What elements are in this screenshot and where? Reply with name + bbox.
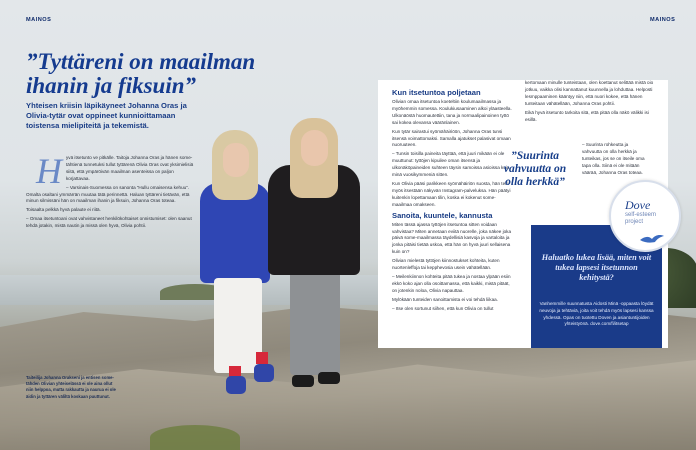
info-box-text: Vanhemmille suunnatusta Aidosti Minä -oppaasta löydät neuvoja ja tehtäviä, joita voit tehdä myös lapsesi kanssa yhdessä. Opas on tuotettu Doven ja asiantuntijoiden yhteistyönä. dove.com/fi/itsetap — [539, 301, 654, 327]
mother-shoe — [254, 364, 274, 382]
mother-shoe — [226, 376, 246, 394]
article-paragraph: Kun tytär sairastui syömähäiriöön, Johanna Oras tunsi itsensä voimattomaksi. Samalla ajatukset palasivat omaan nuoruuteen. — [392, 128, 511, 148]
headline: ”Tyttäreni on maailman ihanin ja fiksuin” — [26, 49, 256, 98]
photo-caption: Taiteilija Johanna Orakseni ja entisen some-tähden Olivian yhteiselässä ei ole aina ollut niin helppoa, mutta rakkautta ja naurua ei ole äidin ja tyttären väliltä koskaan puuttunut. — [26, 375, 116, 399]
article-column-1 — [392, 86, 514, 314]
pull-quote: ”Suurinta vahvuutta on olla herkkä” — [503, 150, 567, 188]
article-paragraph: – Itse olen sortunut siihen, että kun Olivia on tullut — [392, 305, 494, 311]
section-heading: Sanoita, kuuntele, kannusta — [392, 210, 493, 220]
grass-patch — [150, 425, 240, 450]
article-column-2 — [525, 80, 657, 125]
article-paragraph: – Tunsin toisilla paineita täyttää, että juuri mikään ei ole muuttunut: tyttöjen kipuilee oman itsensä ja ulkonäköpaineiden suhteen täysin samoissa asioissa kuin minä vuosikymmeniä sitten. — [392, 151, 510, 178]
article-paragraph: – Suurinta rohkeutta ja vahvuutta on olla herkkä ja tunteikas, jos se on itseile oma tapa olla. Siinä ei ole mitään väärää, Johanna Oras toteaa. — [582, 142, 645, 175]
mother-trousers — [214, 278, 262, 373]
daughter-shoe — [318, 372, 340, 384]
mother-face — [223, 143, 249, 177]
dove-bird-icon — [639, 232, 665, 244]
article-paragraph: Mylökään tunteiden sanoittamista ei voi tehdä liikaa. — [392, 296, 498, 302]
info-box-question: Haluatko lukea lisää, miten voit tukea lapsesi itsetunnon kehitystä? — [541, 253, 652, 282]
daughter-shoe — [292, 375, 314, 387]
section-heading: Kun itsetuntoa poljetaan — [392, 88, 481, 97]
ad-label-left: MAINOS — [26, 17, 52, 23]
article-paragraph: kertomaan minulle tunteistaan, olen koettanut selittää mistä oio jotkuu, vaikka olisi kannattanut kuunnella ja lohduttaa. Helposti lesmppaaminen kääntyy niin, että nuori kokee, että hänen tunteitaan vähätellään, Johanna Oras pohtii. — [525, 80, 654, 106]
dove-tagline: self-esteem project — [625, 212, 657, 225]
daughter-jeans — [290, 270, 340, 375]
article-paragraph: Eikä hyvä itsetunto tarkoita sitä, että pitää olla näkö välikki isi esillä. — [525, 109, 649, 122]
article-paragraph: yvä itsetunto ve pitkälle. Taitoja Johanna Oras ja hänen some-tähtienä tunnetuksi tullut tyttärenä Olivia Oras ovat yksimielisiä siitä, että ympäröivän maailman asenteissa on paljon korjattavaa. — [66, 155, 194, 181]
left-article-body — [26, 151, 196, 232]
article-column-2b — [582, 142, 646, 177]
article-paragraph: Toisaalta pelkkä hyvä palaute ei riitä. — [26, 207, 101, 213]
article-paragraph: – Varsinais-Suomessa on sanonta ”Hullu omaisensa kehuu”. Omalta osaltani ymmärrän muutaa tätä perinnettä. Haluan tyttäreni tietävän, että minun silmissäni hän on maailman ihanin ja fiksuin, Johanna Oras toteaa. — [26, 184, 190, 204]
daughter-face — [301, 130, 328, 166]
article-paragraph: Olivian mielestä tyttöjen kiinnostukset kohteita, kuten nuortenleffoja tai kepphevosia usein vähätellään. — [392, 258, 500, 271]
drop-cap: H — [36, 151, 62, 191]
lead-paragraph: Yhteisen kriisin läpikäyneet Johanna Oras ja Olivia-tytär ovat oppineet kunnioittamaan toistensa mielipiteitä ja tekemistä. — [26, 101, 187, 130]
mother-sock — [256, 352, 268, 364]
dove-logo-badge — [609, 180, 681, 252]
article-paragraph: Kun Olivia pääsi parikkeen syömähäiriön suosta, hän teki myös itsestään näkyvän Instagram-palveluksa. Hän päätyi kuitenkin lopettamaan tilin, koska ei kokenut some-maailmaa omakseen. — [392, 180, 511, 207]
article-paragraph: Miten tässä ajassa tyttöjen itsetuntoa sitten voidaan vahvistaa? Miten annetaan eviitä nuorelle, joka näkee joka päivä some-maailmassa täydellisiä kasvoja ja vartaloita ja jonka pitäisi tietää uskoa, että hän on hyvä juuri sellaisena kuin on? — [392, 221, 512, 255]
article-paragraph: – Omaa itsetuntoani ovat vahvistaneet henkilökohtaiset onnistumiset: olen saanut tehdä jotakin, mistä nautin ja missä olen hyvä, Olivia pohtii. — [26, 216, 192, 229]
article-paragraph: – Meilenkiinnon kohteita pitää tukea ja nostaa ylpään esiin ekkö koko ajan olla osoittamassa, että kaikki, mistä pitäät, on jotenkin noloa, Olivia napauttaa. — [392, 273, 511, 293]
article-paragraph: Olivian omaa itsetuntoa koeteltiin koulumaailmassa ja myöhemmin somessa. Koulukiusaaminen alkoi yläasteella. Ulkonäöstä huomautettiin, tana ja normaalipainoinen tyttö sai kokea olevansa vääränlainen. — [392, 99, 512, 125]
dove-brand-name: Dove — [625, 198, 651, 212]
ad-label-right: MAINOS — [650, 17, 676, 23]
